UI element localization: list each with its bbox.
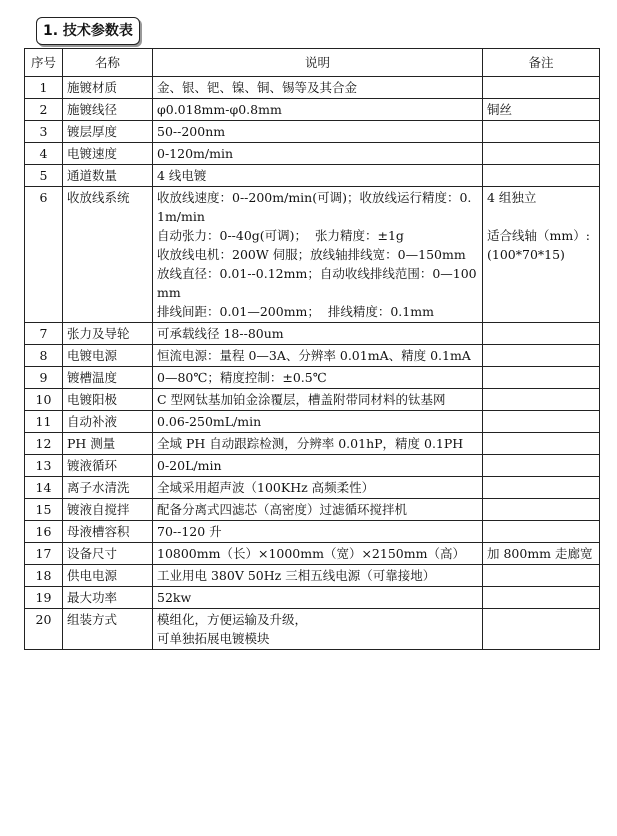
row-no: 1: [25, 77, 63, 99]
row-desc: 70--120 升: [153, 521, 483, 543]
header-note: 备注: [483, 49, 600, 77]
row-no: 17: [25, 543, 63, 565]
row-note: [483, 499, 600, 521]
table-row: [25, 323, 600, 345]
row-name: 电镀阳极: [63, 389, 153, 411]
row-no: 2: [25, 99, 63, 121]
table-row: [25, 477, 600, 499]
row-no: 13: [25, 455, 63, 477]
header-no: 序号: [25, 49, 63, 77]
row-desc: 10800mm（长）×1000mm（宽）×2150mm（高）: [153, 543, 483, 565]
table-row: [25, 345, 600, 367]
row-note: [483, 477, 600, 499]
row-name: 最大功率: [63, 587, 153, 609]
row-no: 3: [25, 121, 63, 143]
table-row: [25, 587, 600, 609]
row-name: 电镀速度: [63, 143, 153, 165]
row-no: 20: [25, 609, 63, 650]
row-name: 母液槽容积: [63, 521, 153, 543]
row-desc: 4 线电镀: [153, 165, 483, 187]
row-name: 电镀电源: [63, 345, 153, 367]
row-note: [483, 389, 600, 411]
row-note: [483, 77, 600, 99]
row-note: [483, 411, 600, 433]
table-row: [25, 143, 600, 165]
row-no: 8: [25, 345, 63, 367]
table-row: [25, 389, 600, 411]
row-name: 供电电源: [63, 565, 153, 587]
row-desc: 模组化，方便运输及升级， 可单独拓展电镀模块: [153, 609, 483, 650]
row-name: 组装方式: [63, 609, 153, 650]
row-no: 10: [25, 389, 63, 411]
row-name: 施镀线径: [63, 99, 153, 121]
row-desc: 恒流电源：量程 0—3A、分辨率 0.01mA、精度 0.1mA: [153, 345, 483, 367]
row-desc: 全域 PH 自动跟踪检测，分辨率 0.01hP，精度 0.1PH: [153, 433, 483, 455]
table-row: [25, 77, 600, 99]
row-note: [483, 143, 600, 165]
row-desc: 配备分离式四滤芯（高密度）过滤循环搅拌机: [153, 499, 483, 521]
row-name: 通道数量: [63, 165, 153, 187]
table-row: [25, 609, 600, 650]
row-desc: C 型网钛基加铂金涂覆层，槽盖附带同材料的钛基网: [153, 389, 483, 411]
row-desc: 可承载线径 18--80um: [153, 323, 483, 345]
row-name: 自动补液: [63, 411, 153, 433]
row-no: 11: [25, 411, 63, 433]
row-no: 4: [25, 143, 63, 165]
row-no: 19: [25, 587, 63, 609]
table-row: [25, 455, 600, 477]
row-desc: 收放线速度：0--200m/min(可调)；收放线运行精度：0.1m/min 自动张力：0--40g(可调)； 张力精度：±1g 收放线电机：200W 伺服；放线轴排线宽：0—150mm 放线直径：0.01--0.12mm；自动收线排线范围：0—100mm 排线间距：0.01—200mm； 排线精度：0.1mm: [153, 187, 483, 323]
row-desc: 0-120m/min: [153, 143, 483, 165]
row-name: 镀层厚度: [63, 121, 153, 143]
row-note: [483, 565, 600, 587]
row-desc: 50--200nm: [153, 121, 483, 143]
row-no: 5: [25, 165, 63, 187]
table-row: [25, 521, 600, 543]
row-note: [483, 433, 600, 455]
row-note: 加 800mm 走廊宽: [483, 543, 600, 565]
table-row: [25, 499, 600, 521]
row-name: 镀液自搅拌: [63, 499, 153, 521]
row-note: 铜丝: [483, 99, 600, 121]
row-note: [483, 323, 600, 345]
header-desc: 说明: [153, 49, 483, 77]
row-name: 张力及导轮: [63, 323, 153, 345]
row-no: 14: [25, 477, 63, 499]
tech-params-table: [24, 48, 600, 650]
row-note: 4 组独立 适合线轴（mm）: (100*70*15): [483, 187, 600, 323]
header-name: 名称: [63, 49, 153, 77]
row-name: 镀液循环: [63, 455, 153, 477]
row-no: 16: [25, 521, 63, 543]
row-no: 7: [25, 323, 63, 345]
row-no: 12: [25, 433, 63, 455]
row-no: 15: [25, 499, 63, 521]
row-desc: φ0.018mm-φ0.8mm: [153, 99, 483, 121]
row-desc: 全域采用超声波（100KHz 高频柔性）: [153, 477, 483, 499]
row-name: 离子水清洗: [63, 477, 153, 499]
row-name: 收放线系统: [63, 187, 153, 323]
row-name: 镀槽温度: [63, 367, 153, 389]
row-desc: 0-20L/min: [153, 455, 483, 477]
row-no: 6: [25, 187, 63, 323]
row-no: 18: [25, 565, 63, 587]
row-note: [483, 367, 600, 389]
row-desc: 工业用电 380V 50Hz 三相五线电源（可靠接地）: [153, 565, 483, 587]
row-desc: 0.06-250mL/min: [153, 411, 483, 433]
row-name: 施镀材质: [63, 77, 153, 99]
table-header-row: [25, 49, 600, 77]
section-title: 1. 技术参数表: [36, 17, 140, 45]
row-desc: 0—80℃；精度控制：±0.5℃: [153, 367, 483, 389]
row-name: 设备尺寸: [63, 543, 153, 565]
table-row: [25, 99, 600, 121]
row-note: [483, 609, 600, 650]
row-note: [483, 455, 600, 477]
row-note: [483, 121, 600, 143]
table-row: [25, 543, 600, 565]
row-note: [483, 165, 600, 187]
row-desc: 金、银、钯、镍、铜、锡等及其合金: [153, 77, 483, 99]
row-no: 9: [25, 367, 63, 389]
table-row: [25, 121, 600, 143]
row-note: [483, 521, 600, 543]
row-note: [483, 587, 600, 609]
row-name: PH 测量: [63, 433, 153, 455]
table-row: [25, 565, 600, 587]
table-row: [25, 433, 600, 455]
table-row: [25, 367, 600, 389]
table-row: [25, 165, 600, 187]
table-row: [25, 187, 600, 323]
table-row: [25, 411, 600, 433]
row-note: [483, 345, 600, 367]
row-desc: 52kw: [153, 587, 483, 609]
